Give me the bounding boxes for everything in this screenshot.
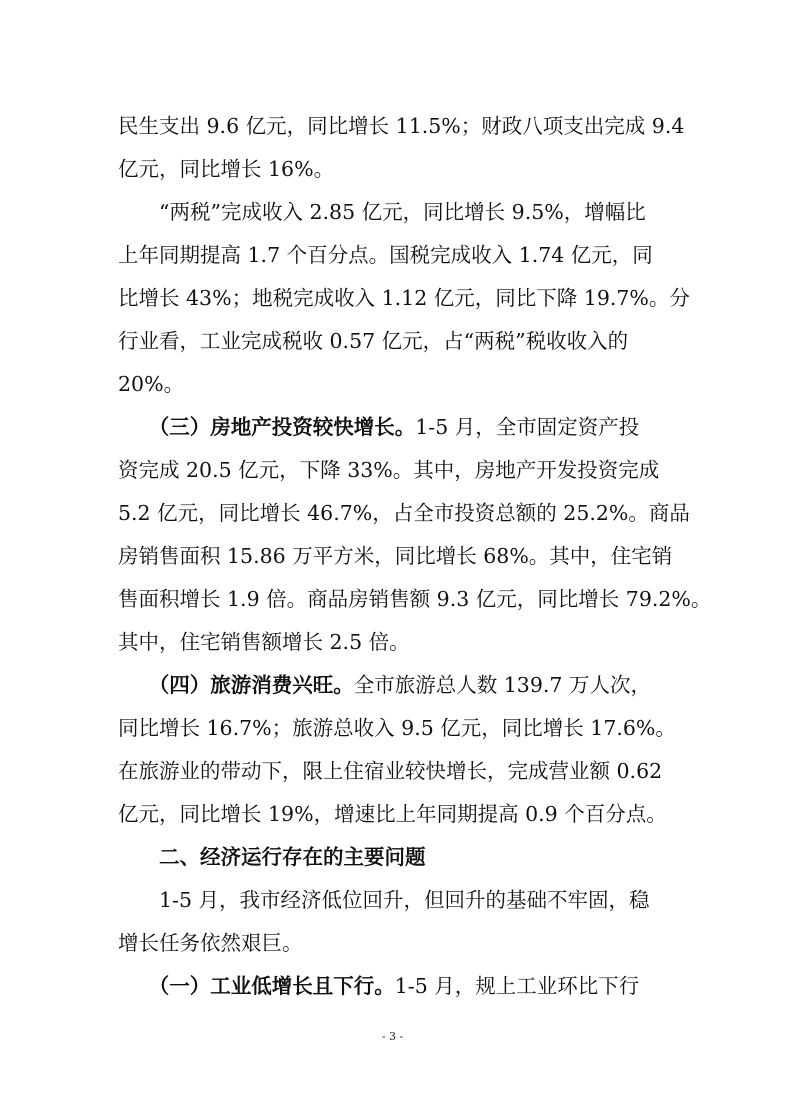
body-text: 亿元，同比增长 16%。 xyxy=(118,157,335,181)
text-line xyxy=(118,843,426,871)
text-line xyxy=(118,327,628,355)
text-line xyxy=(118,542,672,570)
body-text: 在旅游业的带动下，限上住宿业较快增长，完成营业额 0.62 xyxy=(118,759,663,783)
body-text: 资完成 20.5 亿元，下降 33%。其中，房地产开发投资完成 xyxy=(118,458,660,482)
text-line xyxy=(118,112,684,140)
body-text: 售面积增长 1.9 倍。商品房销售额 9.3 亿元，同比增长 79.2%。 xyxy=(118,587,712,611)
text-line xyxy=(118,972,639,1000)
body-text: 1-5 月，我市经济低位回升，但回升的基础不牢固，稳 xyxy=(118,888,650,912)
text-line xyxy=(118,456,659,484)
text-line xyxy=(118,284,690,312)
body-text: 1-5 月，规上工业环比下行 xyxy=(394,974,640,998)
text-line xyxy=(118,671,651,699)
text-line xyxy=(118,886,650,914)
bold-heading-text: （一）工业低增长且下行。 xyxy=(118,974,395,998)
body-text: 同比增长 16.7%；旅游总收入 9.5 亿元，同比增长 17.6%。 xyxy=(118,716,676,740)
body-text: 增长任务依然艰巨。 xyxy=(118,931,303,955)
body-text: 比增长 43%；地税完成收入 1.12 亿元，同比下降 19.7%。分 xyxy=(118,286,690,310)
body-text: 5.2 亿元，同比增长 46.7%，占全市投资总额的 25.2%。商品 xyxy=(118,501,690,525)
body-text: 房销售面积 15.86 万平方米，同比增长 68%。其中，住宅销 xyxy=(118,544,673,568)
bold-heading-text: 二、经济运行存在的主要问题 xyxy=(118,845,426,869)
text-line xyxy=(118,714,676,742)
body-text: 上年同期提高 1.7 个百分点。国税完成收入 1.74 亿元，同 xyxy=(118,243,653,267)
text-line xyxy=(118,370,184,398)
page-number: - 3 - xyxy=(381,1030,404,1043)
body-text: 亿元，同比增长 19%，增速比上年同期提高 0.9 个百分点。 xyxy=(118,802,667,826)
body-text: 行业看，工业完成税收 0.57 亿元，占“两税”税收收入的 xyxy=(118,329,629,353)
body-text: 全市旅游总人数 139.7 万人次， xyxy=(353,673,651,697)
text-line xyxy=(118,929,303,957)
body-text: 其中，住宅销售额增长 2.5 倍。 xyxy=(118,630,410,654)
body-text: 民生支出 9.6 亿元，同比增长 11.5%；财政八项支出完成 9.4 xyxy=(118,114,685,138)
bold-heading-text: （四）旅游消费兴旺。 xyxy=(118,673,354,697)
body-text: 20%。 xyxy=(118,372,185,396)
text-line xyxy=(118,155,334,183)
text-line xyxy=(118,241,653,269)
text-line xyxy=(118,757,662,785)
body-text: “两税”完成收入 2.85 亿元，同比增长 9.5%，增幅比 xyxy=(118,200,646,224)
body-text: 1-5 月，全市固定资产投 xyxy=(415,415,640,439)
text-line xyxy=(118,499,690,527)
text-line xyxy=(118,198,646,226)
text-line xyxy=(118,413,639,441)
bold-heading-text: （三）房地产投资较快增长。 xyxy=(118,415,416,439)
text-line xyxy=(118,585,711,613)
text-line xyxy=(118,800,667,828)
text-line xyxy=(118,628,410,656)
